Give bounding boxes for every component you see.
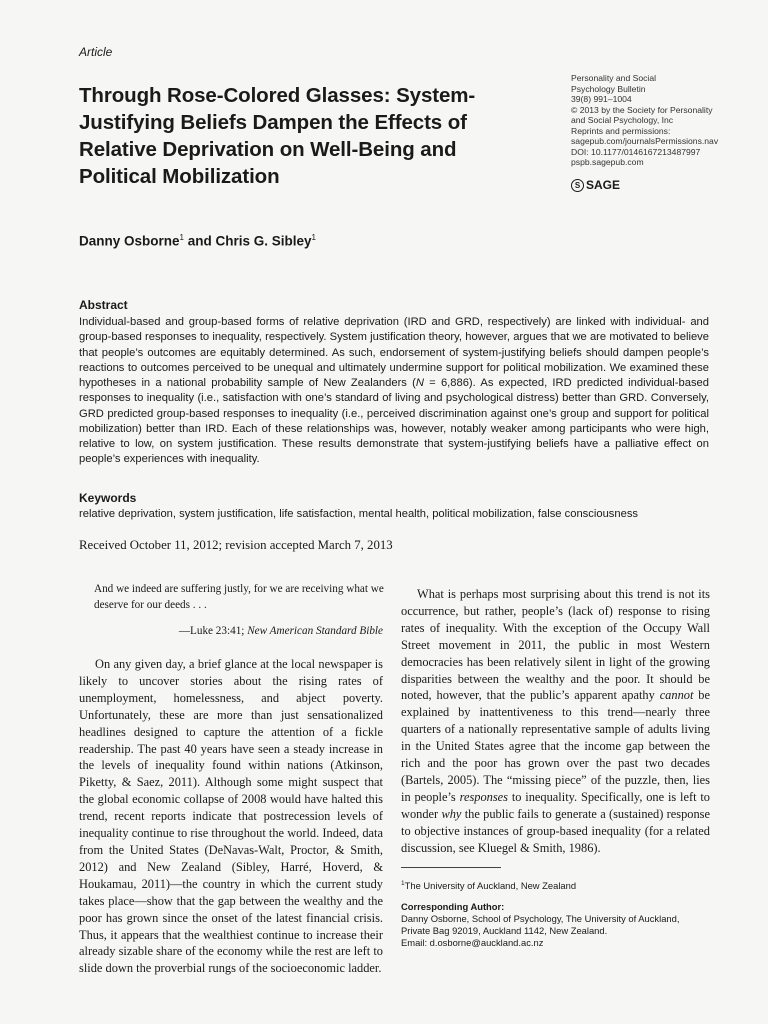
journal-meta-line[interactable]: pspb.sagepub.com [571,157,644,167]
author-line [79,233,316,249]
journal-meta-line: © 2013 by the Society for Personality [571,104,713,115]
corresponding-author-line: Private Bag 92019, Auckland 1142, New Zealand. [401,925,608,936]
corresponding-author-email[interactable]: Email: d.osborne@auckland.ac.nz [401,937,544,948]
body-emphasis: why [441,806,462,821]
epigraph-source [94,625,383,637]
journal-meta-line: and Social Psychology, Inc [571,115,674,125]
received-dates: Received October 11, 2012; revision accepted March 7, 2013 [79,538,393,552]
journal-meta-line: Personality and Social [571,73,657,83]
affiliation-footnote [401,880,576,891]
footnote-divider [401,867,501,868]
corresponding-author-line: Danny Osborne, School of Psychology, The University of Auckland, [401,913,680,924]
abstract-text: Individual-based and group-based forms of relative deprivation (IRD and GRD, respectively) are linked with individual- and group-based responses to inequality, respectively. System justification theory, however, argues that we are motivated to believe that people’s outcomes are equitably determined. As such, endorsement of system-justifying beliefs should dampen people’s reactions to outcomes perceived to be unequal and ultimately undermine support for political mobilization. We examined these hypotheses in a national probability sample of New Zealanders ( [79,316,709,389]
affiliation-marker: 1 [311,233,316,242]
abstract-heading: Abstract [79,298,128,312]
journal-meta-line[interactable]: sagepub.com/journalsPermissions.nav [571,136,719,146]
body-text: the public fails to generate a (sustained) response to objective instances of group-based inequality (for a related discussion, see Kluegel & Smith, 1986). [401,806,710,855]
body-text: to inequality. Specifically, one is left to wonder [401,789,711,821]
body-paragraph [401,586,710,857]
epigraph-source-prefix: —Luke 23:41; [178,625,248,637]
corresponding-author-heading: Corresponding Author: [401,901,505,912]
article-title: Through Rose-Colored Glasses: System-Justifying Beliefs Dampen the Effects of Relative Deprivation on Well-Being and Political Mobilization [79,84,476,188]
author-connector: and [183,233,216,249]
abstract-n-symbol: N [415,377,424,389]
corresponding-author-details [401,913,679,949]
affiliation-marker: 1 [401,880,405,887]
epigraph-source-title: New American Standard Bible [247,625,383,637]
body-paragraph: On any given day, a brief glance at the local newspaper is likely to uncover stories about the rising rates of unemployment, homelessness, and abject poverty. Unfortunately, these are more than just sensationalized headlines designed to capture the attention of a fickle readership. The past 40 years have seen a steady increase in the levels of inequality found within nations (Atkinson, Piketty, & Saez, 2011). Although some might suspect that the global economic collapse of 2008 would have halted this trend, recent reports indicate that postrecession levels of inequality continue to rise throughout the world. Indeed, data from the United States (DeNavas-Walt, Proctor, & Smith, 2012) and New Zealand (Sibley, Harré, Hoverd, & Houkamau, 2011)—the country in which the current study takes place—show that the gap between the wealthy and the poor has grown since the onset of the latest financial crisis. Thus, it appears that the wealthiest continue to increase their already sizable share of the economy while the rest are left to slide down the proverbial rungs of the socioeconomic ladder. [79,657,383,976]
epigraph-quote: And we indeed are suffering justly, for we are receiving what we deserve for our deeds . . . [94,583,384,611]
body-text: What is perhaps most surprising about this trend is not its occurrence, but rather, people’s (lack of) response to rising rates of inequality. With the exception of the Occupy Wall Street movement in 2011, the public in most Western democracies has been relatively silent in light of the growing disparities between the wealthy and the poor. It should be noted, however, that the public’s apparent apathy [401,587,710,703]
section-label: Article [79,45,113,59]
author-name: Chris G. Sibley [215,233,312,249]
journal-meta-line: Reprints and permissions: [571,125,671,136]
keywords-heading: Keywords [79,491,137,505]
publisher-logo [571,178,620,192]
abstract-body [79,315,709,468]
journal-meta-line: Psychology Bulletin [571,83,646,94]
author-name: Danny Osborne [79,233,180,249]
publisher-name: SAGE [586,178,621,192]
keywords-list: relative deprivation, system justification, life satisfaction, mental health, political mobilization, false consciousness [79,508,639,520]
affiliation-text: The University of Auckland, New Zealand [404,880,577,892]
abstract-text: = 6,886). As expected, IRD predicted individual-based responses to inequality (i.e., satisfaction with one’s standard of living and psychological distress) better than GRD. Conversely, GRD predicted group-based responses to inequality (i.e., perceived discrimination against one’s group and support for political mobilization) better than IRD. Each of these relationships was, however, notably weaker among participants who were high, relative to low, on system justification. These results demonstrate that system-justifying beliefs have a palliative effect on people’s experiences with inequality. [79,377,710,466]
journal-meta-line: DOI: 10.1177/0146167213487997 [571,146,701,157]
sage-logo-icon: S [571,179,584,192]
journal-meta [571,73,751,168]
journal-meta-line: 39(8) 991–1004 [571,94,632,104]
body-emphasis: responses [459,789,508,804]
body-text: be explained by inattentiveness to this trend—nearly three quarters of a nationally representative sample of adults living in the United States agree that the income gap between the rich and the poor has grown over the past two decades (Bartels, 2005). The “missing piece” of the puzzle, then, lies in people’s [401,688,710,804]
affiliation-marker: 1 [179,233,184,242]
body-column-right [401,586,710,857]
body-emphasis: cannot [659,688,694,703]
body-column-left [79,656,383,977]
